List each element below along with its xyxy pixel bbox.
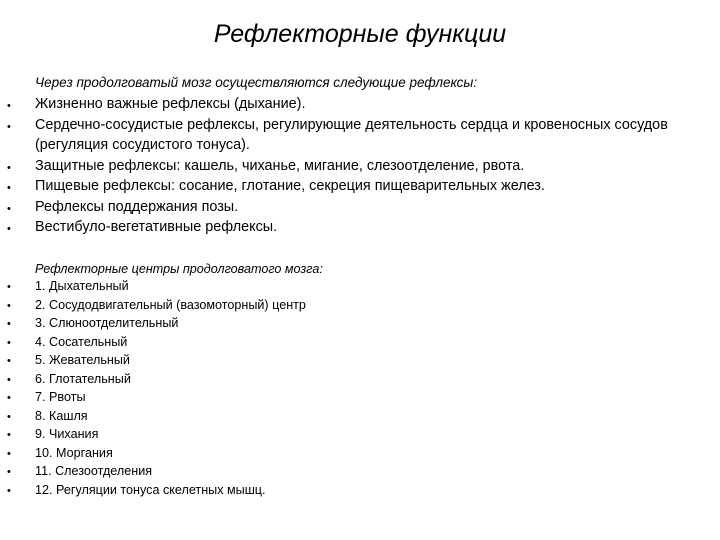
list-item: • 10. Моргания [0, 444, 720, 463]
bullet-icon: • [7, 318, 11, 330]
bullet-icon: • [7, 299, 11, 312]
section1-intro: Через продолговатый мозг осуществляются следующие рефлексы: [35, 75, 478, 90]
list-item: • 3. Слюноотделительный [0, 314, 720, 333]
list-item: • 4. Сосательный [0, 333, 720, 352]
list-item: • 12. Регуляции тонуса скелетных мышц. [0, 481, 720, 500]
bullet-icon: • [7, 373, 11, 386]
bullet-icon: • [7, 336, 11, 349]
list-item: • 1. Дыхательный [0, 277, 720, 296]
bullet-icon: • [7, 410, 11, 423]
list-item: • 11. Слезоотделения [0, 462, 720, 481]
list-item: • Рефлексы поддержания позы. [0, 197, 720, 218]
list-item: • Вестибуло-вегетативные рефлексы. [0, 217, 720, 238]
list-item: • Защитные рефлексы: кашель, чиханье, мигание, слезоотделение, рвота. [0, 156, 720, 177]
list-item: • 5. Жевательный [0, 351, 720, 370]
bullet-icon: • [7, 392, 11, 404]
bullet-icon: • [7, 466, 11, 478]
list-item: • Жизненно важные рефлексы (дыхание). [0, 94, 720, 115]
bullet-icon: • [7, 120, 11, 133]
page-title [0, 19, 720, 49]
bullet-icon: • [7, 161, 11, 174]
bullet-icon: • [7, 281, 11, 293]
bullet-icon: • [7, 182, 11, 194]
bullet-icon: • [7, 429, 11, 441]
bullet-icon: • [7, 223, 11, 235]
list-item: • 9. Чихания [0, 425, 720, 444]
list-item: • 2. Сосудодвигательный (вазомоторный) центр [0, 296, 720, 315]
section2-intro: Рефлекторные центры продолговатого мозга: [35, 262, 323, 276]
bullet-icon: • [7, 484, 11, 497]
list-item: • Сердечно-сосудистые рефлексы, регулирующие деятельность сердца и кровеносных сосудов (регуляция сосудистого тонуса). [7, 116, 668, 153]
reflex-list [0, 94, 720, 238]
list-item: • 8. Кашля [0, 407, 720, 426]
reflex-centers-list [0, 277, 720, 499]
list-item: • Пищевые рефлексы: сосание, глотание, секреция пищеварительных желез. [0, 176, 720, 197]
bullet-icon: • [7, 447, 11, 460]
list-item: • 7. Рвоты [0, 388, 720, 407]
bullet-icon: • [7, 202, 11, 215]
list-item: • 6. Глотательный [0, 370, 720, 389]
page-title-text: Рефлекторные функции [213, 20, 507, 48]
bullet-icon: • [7, 100, 11, 112]
bullet-icon: • [7, 355, 11, 367]
